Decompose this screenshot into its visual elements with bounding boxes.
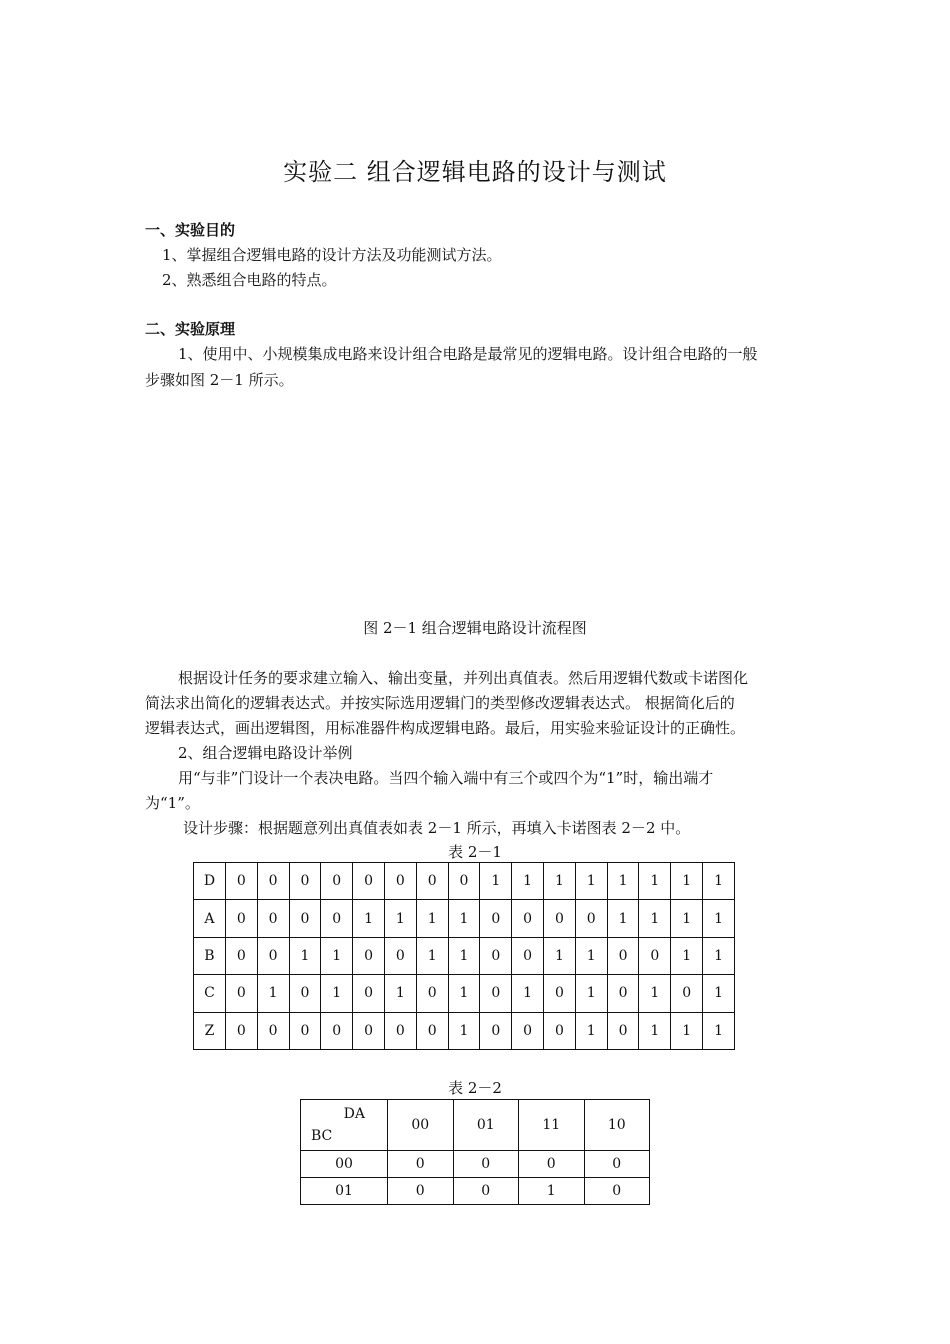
truth-table-cell: 1 — [671, 863, 703, 900]
karnaugh-map — [300, 1099, 650, 1205]
truth-table-cell: 1 — [544, 937, 576, 974]
karnaugh-cell: 0 — [584, 1178, 650, 1205]
karnaugh-cell: 0 — [388, 1151, 454, 1178]
truth-table-row — [194, 975, 735, 1012]
truth-table-cell: 1 — [512, 975, 544, 1012]
truth-table-cell: 0 — [575, 900, 607, 937]
truth-table-cell: 1 — [384, 900, 416, 937]
paragraph-line-3: 逻辑表达式，画出逻辑图，用标准器件构成逻辑电路。最后，用实验来验证设计的正确性。 — [145, 719, 746, 737]
truth-table-cell: 0 — [257, 937, 289, 974]
karnaugh-column-header: 11 — [519, 1100, 585, 1151]
truth-table-cell: 0 — [225, 1012, 257, 1049]
truth-table-cell: 1 — [289, 937, 321, 974]
truth-table-cell: 0 — [289, 863, 321, 900]
karnaugh-row — [301, 1178, 650, 1205]
karnaugh-cell: 0 — [519, 1151, 585, 1178]
truth-table-cell: 1 — [512, 863, 544, 900]
principle-intro-line-1: 1、使用中、小规模集成电路来设计组合电路是最常见的逻辑电路。设计组合电路的一般 — [178, 345, 758, 363]
truth-table-cell: 1 — [384, 975, 416, 1012]
truth-table-cell: 0 — [480, 937, 512, 974]
karnaugh-row — [301, 1151, 650, 1178]
truth-table-cell: 0 — [480, 1012, 512, 1049]
karnaugh-cell: 0 — [453, 1178, 519, 1205]
purpose-item-1: 1、掌握组合逻辑电路的设计方法及功能测试方法。 — [162, 246, 502, 264]
paragraph-line-1: 根据设计任务的要求建立输入、输出变量，并列出真值表。然后用逻辑代数或卡诺图化 — [178, 669, 749, 687]
truth-table-row — [194, 937, 735, 974]
truth-table-cell: 0 — [353, 975, 385, 1012]
truth-table-cell: 0 — [225, 937, 257, 974]
truth-table-cell: 1 — [671, 1012, 703, 1049]
truth-table-row — [194, 900, 735, 937]
section-heading-principle: 二、实验原理 — [145, 320, 236, 338]
example-heading: 2、组合逻辑电路设计举例 — [178, 744, 353, 762]
truth-table-cell: 1 — [639, 975, 671, 1012]
truth-table-cell: 1 — [639, 863, 671, 900]
truth-table-cell: 0 — [257, 900, 289, 937]
truth-table-cell: 0 — [416, 863, 448, 900]
truth-table-cell: 0 — [353, 937, 385, 974]
truth-table-cell: 0 — [512, 1012, 544, 1049]
karnaugh-corner-da: DA — [343, 1106, 365, 1122]
truth-table-cell: 1 — [448, 975, 480, 1012]
truth-table-cell: 1 — [703, 1012, 735, 1049]
truth-table-cell: 0 — [544, 900, 576, 937]
truth-table-cell: 0 — [225, 863, 257, 900]
truth-table-cell: 1 — [639, 900, 671, 937]
truth-table-cell: 1 — [607, 900, 639, 937]
truth-table-cell: 0 — [225, 900, 257, 937]
truth-table-cell: 1 — [416, 900, 448, 937]
truth-table-cell: 1 — [416, 937, 448, 974]
truth-table-cell: 0 — [512, 937, 544, 974]
truth-table-cell: 1 — [448, 937, 480, 974]
truth-table-cell: 1 — [321, 937, 353, 974]
karnaugh-corner-bc: BC — [311, 1128, 333, 1144]
truth-table-row-label: A — [194, 900, 226, 937]
truth-table-cell: 0 — [671, 975, 703, 1012]
truth-table-row-label: D — [194, 863, 226, 900]
truth-table-cell: 0 — [416, 975, 448, 1012]
truth-table-cell: 1 — [575, 937, 607, 974]
truth-table-cell: 0 — [416, 1012, 448, 1049]
truth-table-cell: 0 — [353, 863, 385, 900]
truth-table-cell: 0 — [321, 863, 353, 900]
karnaugh-corner-cell — [301, 1100, 388, 1151]
design-steps: 设计步骤：根据题意列出真值表如表 2－1 所示，再填入卡诺图表 2－2 中。 — [183, 819, 691, 837]
truth-table-cell: 1 — [703, 900, 735, 937]
karnaugh-header-row — [301, 1100, 650, 1151]
truth-table-cell: 1 — [703, 937, 735, 974]
example-line-2: 为“1”。 — [145, 794, 200, 812]
truth-table-row-label: B — [194, 937, 226, 974]
truth-table-cell: 0 — [257, 863, 289, 900]
truth-table-cell: 1 — [448, 900, 480, 937]
page-title: 实验二 组合逻辑电路的设计与测试 — [283, 158, 667, 186]
truth-table-cell: 1 — [544, 863, 576, 900]
figure-caption: 图 2－1 组合逻辑电路设计流程图 — [363, 619, 587, 637]
truth-table-cell: 1 — [575, 863, 607, 900]
karnaugh-column-header: 10 — [584, 1100, 650, 1151]
truth-table-cell: 0 — [448, 863, 480, 900]
truth-table-cell: 1 — [480, 863, 512, 900]
truth-table-cell: 0 — [384, 937, 416, 974]
truth-table-cell: 0 — [225, 975, 257, 1012]
principle-intro-line-2: 步骤如图 2－1 所示。 — [145, 371, 294, 389]
karnaugh-cell: 0 — [584, 1151, 650, 1178]
truth-table-cell: 1 — [607, 863, 639, 900]
truth-table — [193, 862, 735, 1050]
truth-table-cell: 0 — [512, 900, 544, 937]
truth-table-cell: 1 — [575, 1012, 607, 1049]
truth-table-cell: 0 — [544, 975, 576, 1012]
truth-table-cell: 0 — [384, 863, 416, 900]
truth-table-cell: 0 — [639, 937, 671, 974]
truth-table-cell: 1 — [321, 975, 353, 1012]
truth-table-cell: 1 — [353, 900, 385, 937]
section-heading-purpose: 一、实验目的 — [145, 221, 236, 239]
truth-table-cell: 0 — [480, 900, 512, 937]
karnaugh-column-header: 01 — [453, 1100, 519, 1151]
karnaugh-cell: 0 — [388, 1178, 454, 1205]
truth-table-cell: 1 — [639, 1012, 671, 1049]
truth-table-cell: 1 — [575, 975, 607, 1012]
truth-table-cell: 0 — [607, 937, 639, 974]
truth-table-row-label: Z — [194, 1012, 226, 1049]
karnaugh-column-header: 00 — [388, 1100, 454, 1151]
truth-table-cell: 0 — [353, 1012, 385, 1049]
truth-table-cell: 0 — [289, 1012, 321, 1049]
truth-table-cell: 0 — [321, 900, 353, 937]
truth-table-cell: 1 — [703, 863, 735, 900]
table2-caption: 表 2－2 — [448, 1079, 502, 1097]
truth-table-cell: 0 — [607, 1012, 639, 1049]
truth-table-cell: 0 — [544, 1012, 576, 1049]
example-line-1: 用“与非”门设计一个表决电路。当四个输入端中有三个或四个为“1”时，输出端才 — [178, 769, 714, 787]
truth-table-cell: 0 — [480, 975, 512, 1012]
truth-table-cell: 1 — [703, 975, 735, 1012]
truth-table-cell: 0 — [384, 1012, 416, 1049]
truth-table-cell: 0 — [321, 1012, 353, 1049]
karnaugh-cell: 1 — [519, 1178, 585, 1205]
truth-table-row — [194, 863, 735, 900]
purpose-item-2: 2、熟悉组合电路的特点。 — [162, 271, 337, 289]
truth-table-cell: 0 — [257, 1012, 289, 1049]
table1-caption: 表 2－1 — [448, 843, 502, 861]
truth-table-cell: 0 — [289, 975, 321, 1012]
truth-table-row-label: C — [194, 975, 226, 1012]
karnaugh-row-label: 00 — [301, 1151, 388, 1178]
truth-table-row — [194, 1012, 735, 1049]
truth-table-cell: 0 — [289, 900, 321, 937]
truth-table-cell: 1 — [671, 900, 703, 937]
truth-table-cell: 1 — [671, 937, 703, 974]
truth-table-cell: 1 — [448, 1012, 480, 1049]
karnaugh-cell: 0 — [453, 1151, 519, 1178]
paragraph-line-2: 简法求出简化的逻辑表达式。并按实际选用逻辑门的类型修改逻辑表达式。 根据简化后的 — [145, 694, 735, 712]
truth-table-cell: 1 — [257, 975, 289, 1012]
karnaugh-row-label: 01 — [301, 1178, 388, 1205]
truth-table-cell: 0 — [607, 975, 639, 1012]
